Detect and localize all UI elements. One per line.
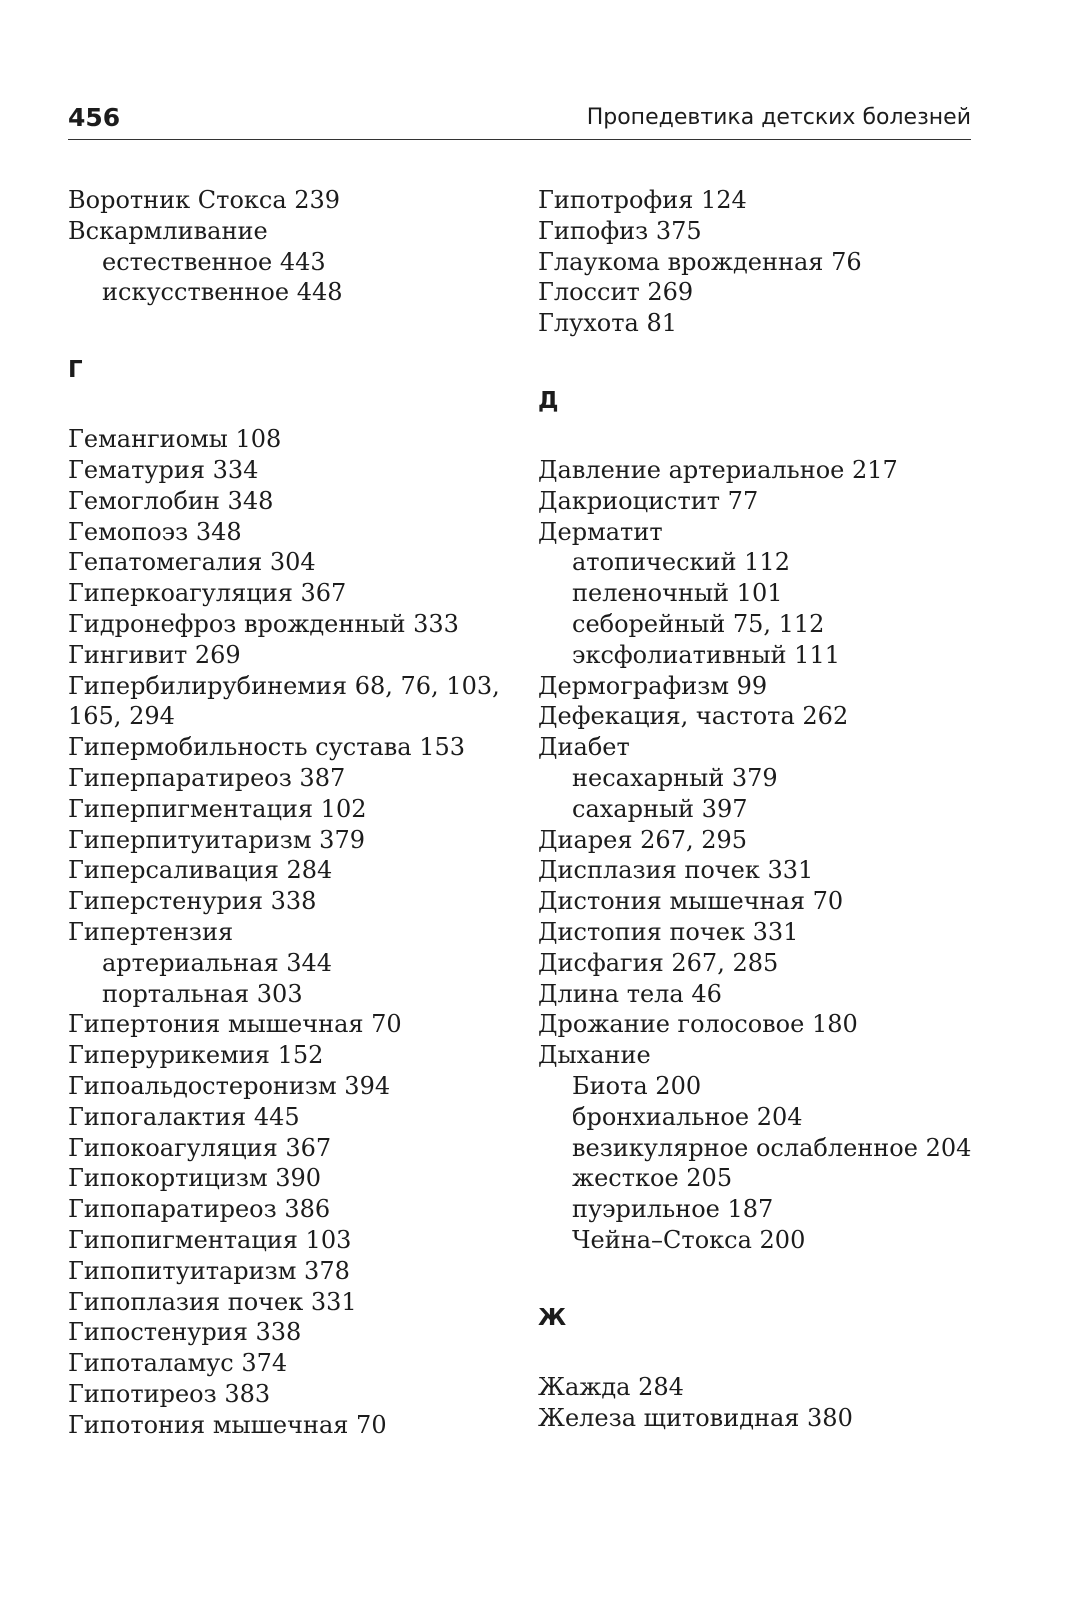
index-entry: Диарея 267, 295 bbox=[538, 825, 748, 854]
index-entry: Гемопоэз 348 bbox=[68, 517, 242, 546]
index-subentry: Чейна–Стокса 200 bbox=[572, 1225, 806, 1254]
index-entry: Гипокортицизм 390 bbox=[68, 1164, 322, 1193]
index-entry: Гипотония мышечная 70 bbox=[68, 1410, 387, 1439]
index-entry: Гиперпигментация 102 bbox=[68, 794, 367, 823]
index-subentry: артериальная 344 bbox=[102, 948, 333, 977]
page-header bbox=[68, 100, 971, 136]
index-subentry: портальная 303 bbox=[102, 979, 303, 1008]
index-subentry: искусственное 448 bbox=[102, 278, 343, 307]
index-entry: Дефекация, частота 262 bbox=[538, 702, 849, 731]
index-entry: Гипертензия bbox=[68, 917, 234, 946]
index-entry: Гипопаратиреоз 386 bbox=[68, 1195, 331, 1224]
index-entry: Воротник Стокса 239 bbox=[68, 186, 341, 214]
index-subentry: эксфолиативный 111 bbox=[572, 640, 840, 669]
index-entry: Дермографизм 99 bbox=[538, 671, 768, 700]
index-subentry: жесткое 205 bbox=[572, 1164, 733, 1193]
running-title: Пропедевтика детских болезней bbox=[586, 105, 971, 130]
index-entry: Гипотрофия 124 bbox=[538, 186, 747, 214]
index-entry: Дистопия почек 331 bbox=[538, 917, 799, 946]
index-entry: Гипоплазия почек 331 bbox=[68, 1287, 357, 1316]
index-entry: Дисфагия 267, 285 bbox=[538, 948, 779, 977]
index-entry: Длина тела 46 bbox=[538, 979, 722, 1008]
index-entry: Гингивит 269 bbox=[68, 640, 241, 669]
index-subentry: везикулярное ослабленное 204 bbox=[572, 1133, 972, 1162]
index-entry: Железа щитовидная 380 bbox=[538, 1403, 853, 1432]
index-entry: Гипертония мышечная 70 bbox=[68, 1010, 402, 1039]
index-entry: Гематурия 334 bbox=[68, 455, 259, 484]
entry-group bbox=[68, 185, 528, 308]
index-entry: Гипокоагуляция 367 bbox=[68, 1133, 332, 1162]
index-entry: Гипофиз 375 bbox=[538, 216, 702, 245]
index-entry: Гипербилирубинемия 68, 76, 103, bbox=[68, 671, 500, 700]
index-entry: Вскармливание bbox=[68, 216, 268, 245]
index-subentry: бронхиальное 204 bbox=[572, 1102, 803, 1131]
index-entry: Гиперстенурия 338 bbox=[68, 887, 317, 916]
index-entry: Давление артериальное 217 bbox=[538, 455, 898, 484]
index-entry: Гемоглобин 348 bbox=[68, 486, 274, 515]
index-entry: Гидронефроз врожденный 333 bbox=[68, 609, 459, 638]
page-number: 456 bbox=[68, 103, 121, 132]
entry-group bbox=[68, 424, 528, 1440]
section-letter: Г bbox=[68, 357, 83, 384]
index-entry: Дистония мышечная 70 bbox=[538, 887, 844, 916]
index-entry: Глоссит 269 bbox=[538, 278, 694, 307]
index-column-right bbox=[538, 185, 998, 1433]
index-entry: Дисплазия почек 331 bbox=[538, 856, 814, 885]
index-entry: Дерматит bbox=[538, 517, 663, 546]
index-entry: 165, 294 bbox=[68, 702, 175, 731]
index-entry: Гиперпитуитаризм 379 bbox=[68, 825, 365, 854]
index-column-left bbox=[68, 185, 528, 1440]
index-entry: Гипостенурия 338 bbox=[68, 1318, 302, 1347]
index-entry: Глухота 81 bbox=[538, 309, 677, 338]
index-entry: Гипотиреоз 383 bbox=[68, 1379, 271, 1408]
index-entry: Гипогалактия 445 bbox=[68, 1102, 300, 1131]
section-letter: Д bbox=[538, 387, 559, 414]
index-entry: Гипермобильность сустава 153 bbox=[68, 733, 466, 762]
index-subentry: несахарный 379 bbox=[572, 763, 778, 792]
header-rule bbox=[68, 139, 971, 140]
index-entry: Гиперсаливация 284 bbox=[68, 856, 333, 885]
index-entry: Жажда 284 bbox=[538, 1372, 684, 1401]
index-entry: Дрожание голосовое 180 bbox=[538, 1010, 858, 1039]
section-letter: Ж bbox=[538, 1304, 567, 1331]
index-entry: Дыхание bbox=[538, 1041, 651, 1070]
entry-group bbox=[538, 185, 998, 339]
index-entry: Глаукома врожденная 76 bbox=[538, 247, 862, 276]
index-entry: Гипопитуитаризм 378 bbox=[68, 1256, 350, 1285]
index-entry: Гипоталамус 374 bbox=[68, 1349, 288, 1378]
index-entry: Дакриоцистит 77 bbox=[538, 486, 759, 515]
index-entry: Гипопигментация 103 bbox=[68, 1225, 352, 1254]
index-entry: Гиперкоагуляция 367 bbox=[68, 579, 347, 608]
entry-group bbox=[538, 1372, 998, 1434]
index-entry: Гепатомегалия 304 bbox=[68, 548, 316, 577]
index-subentry: пуэрильное 187 bbox=[572, 1195, 774, 1224]
index-entry: Диабет bbox=[538, 733, 630, 762]
index-entry: Гемангиомы 108 bbox=[68, 425, 282, 454]
entry-group bbox=[538, 455, 998, 1256]
index-subentry: атопический 112 bbox=[572, 548, 790, 577]
index-subentry: сахарный 397 bbox=[572, 794, 748, 823]
index-subentry: пеленочный 101 bbox=[572, 579, 783, 608]
index-entry: Гипоальдостеронизм 394 bbox=[68, 1071, 391, 1100]
index-subentry: себорейный 75, 112 bbox=[572, 609, 825, 638]
index-entry: Гиперурикемия 152 bbox=[68, 1041, 324, 1070]
index-subentry: естественное 443 bbox=[102, 247, 326, 276]
index-subentry: Биота 200 bbox=[572, 1071, 702, 1100]
index-entry: Гиперпаратиреоз 387 bbox=[68, 763, 346, 792]
